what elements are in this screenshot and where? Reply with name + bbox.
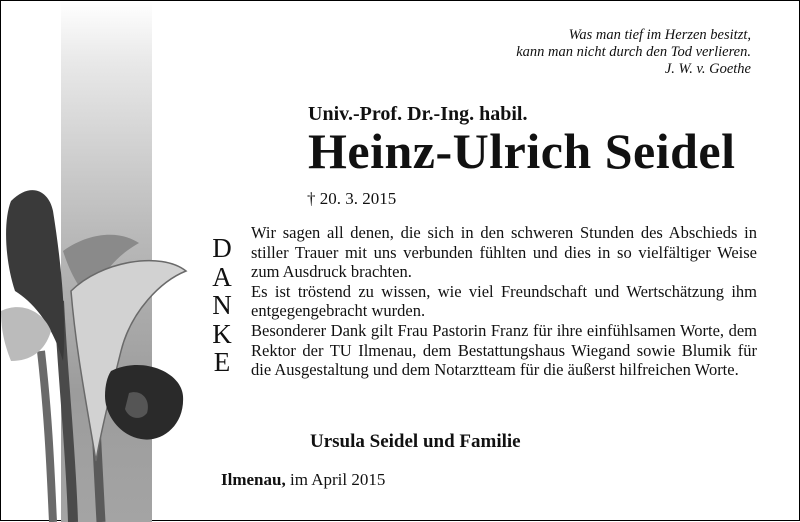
- place: Ilmenau,: [221, 470, 286, 489]
- danke-vertical: [205, 234, 239, 377]
- danke-letter: D: [212, 233, 232, 263]
- goethe-quote: [516, 27, 751, 78]
- deceased-name: Heinz-Ulrich Seidel: [308, 123, 736, 179]
- danke-letter: E: [213, 347, 231, 377]
- paragraph: Besonderer Dank gilt Frau Pastorin Franz für ihre einfühlsamen Worte, dem Rektor der TU Ilmenau, dem Bestattungshaus Wiegand sowie Blumik für die Ausgestaltung und dem Notarztteam für die äußerst hilfreichen Worte.: [251, 320, 757, 380]
- paragraph: Es ist tröstend zu wissen, wie viel Freundschaft und Wertschätzung ihm entgegengebracht wurden.: [251, 281, 757, 321]
- death-date: † 20. 3. 2015: [307, 189, 397, 208]
- danke-letter: A: [212, 261, 232, 292]
- quote-author: J. W. v. Goethe: [664, 61, 751, 77]
- danke-letter: K: [212, 318, 232, 349]
- danke-letter: N: [212, 290, 232, 320]
- date-line: im April 2015: [285, 470, 386, 489]
- academic-title: Univ.-Prof. Dr.-Ing. habil.: [308, 103, 528, 125]
- signature: Ursula Seidel und Familie: [310, 431, 521, 452]
- quote-line-2: kann man nicht durch den Tod verlieren.: [516, 44, 751, 60]
- calla-lily-image: [1, 181, 201, 522]
- place-date-line: [221, 470, 385, 490]
- paragraph: Wir sagen all denen, die sich in den schweren Stunden des Abschieds in stiller Trauer mit uns verbunden fühlten und dies in so vielfältiger Weise zum Ausdruck brachten.: [251, 223, 757, 282]
- quote-line-1: Was man tief im Herzen besitzt,: [568, 27, 751, 43]
- thanks-text: [251, 223, 757, 380]
